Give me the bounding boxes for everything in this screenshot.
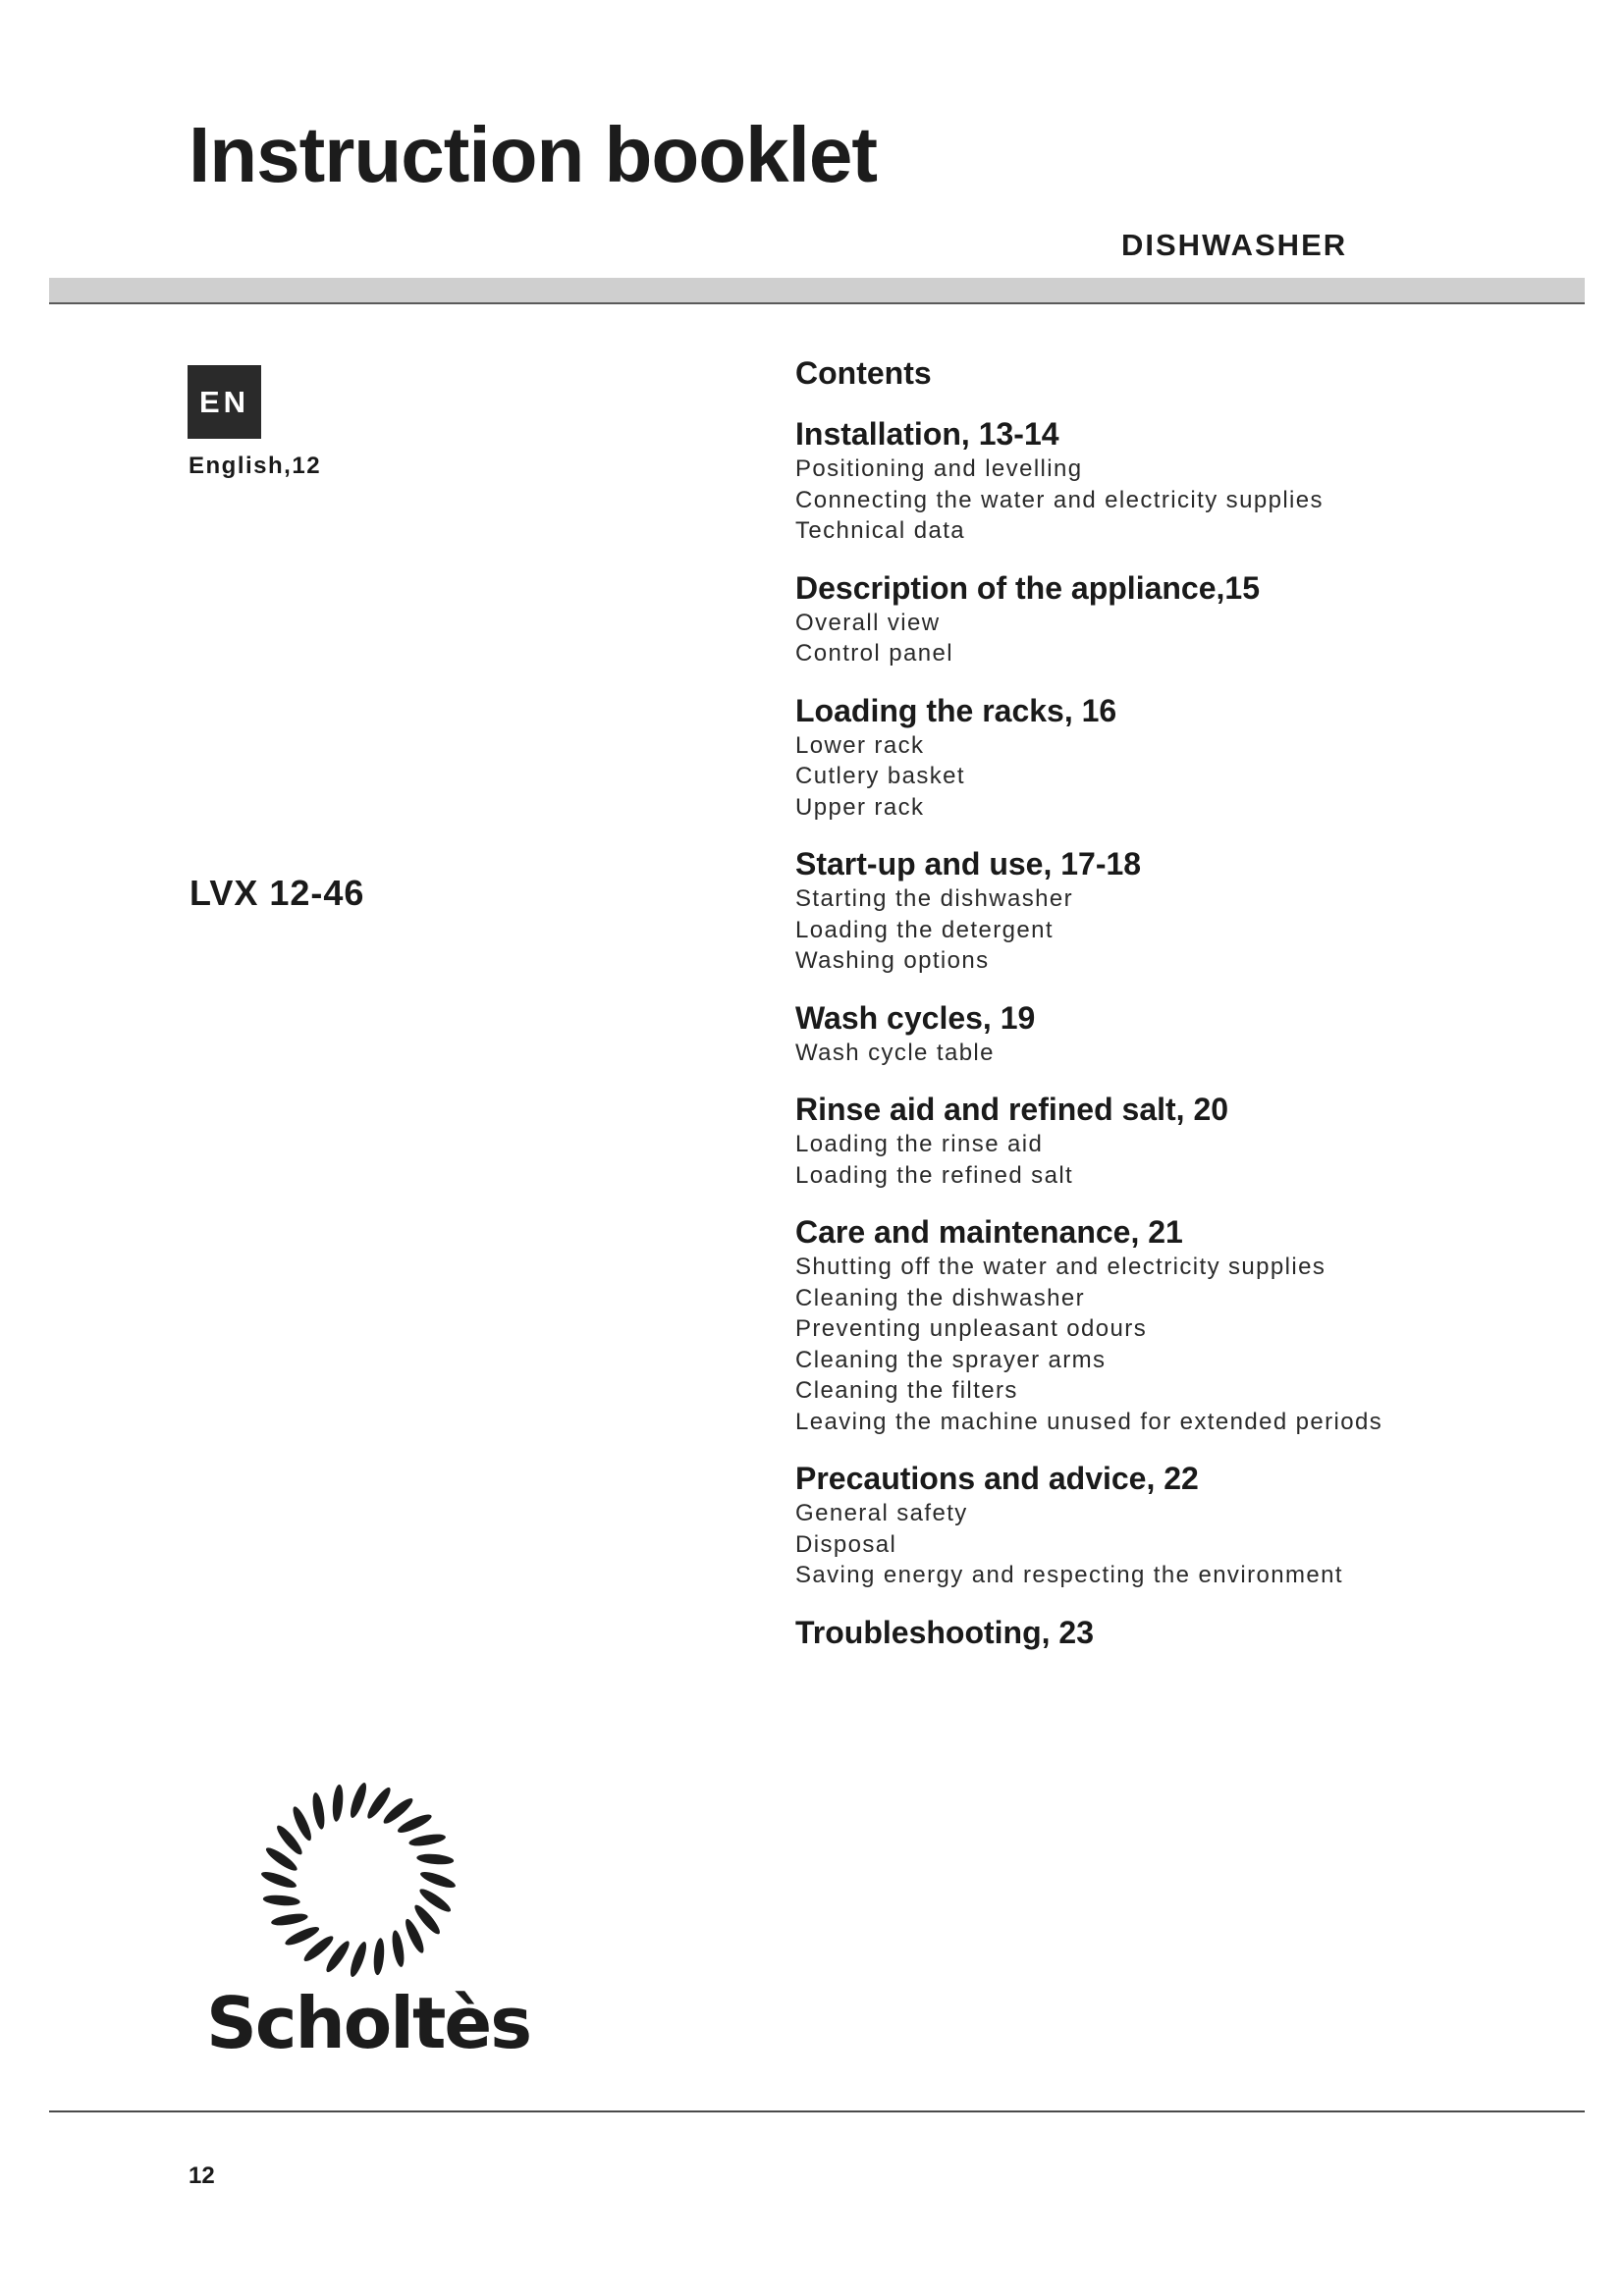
sun-ray xyxy=(416,1852,455,1865)
toc-item: Upper rack xyxy=(795,793,925,821)
toc-section xyxy=(795,1613,1502,1652)
brand-name: Scholtès xyxy=(206,1982,531,2064)
toc-item: Overall view xyxy=(795,609,941,636)
toc-section xyxy=(795,414,1502,547)
toc-section-title: Rinse aid and refined salt, 20 xyxy=(795,1092,1229,1127)
toc-section-title: Loading the racks, 16 xyxy=(795,692,1117,728)
toc-item-list xyxy=(795,608,1502,669)
toc-item-list xyxy=(795,1129,1502,1191)
toc-section xyxy=(795,691,1502,824)
toc-item: Preventing unpleasant odours xyxy=(795,1315,1148,1342)
toc-section-title: Installation, 13-14 xyxy=(795,416,1059,452)
toc-item: Leaving the machine unused for extended periods xyxy=(795,1408,1383,1435)
sun-ray xyxy=(403,1917,427,1955)
toc-section-title: Care and maintenance, 21 xyxy=(795,1214,1183,1250)
toc-section-title: Start-up and use, 17-18 xyxy=(795,846,1142,881)
language-label: English,12 xyxy=(189,453,322,479)
page-number: 12 xyxy=(189,2163,215,2189)
contents-heading: Contents xyxy=(795,355,932,391)
table-of-contents xyxy=(795,353,1502,1674)
toc-item: Wash cycle table xyxy=(795,1039,995,1066)
sun-ray xyxy=(372,1938,385,1976)
toc-item: Lower rack xyxy=(795,731,925,759)
toc-section xyxy=(795,1459,1502,1591)
sun-ray xyxy=(348,1940,369,1978)
sun-ray xyxy=(331,1784,344,1822)
sun-ray xyxy=(310,1791,326,1830)
language-badge: EN xyxy=(188,365,261,439)
toc-item-list xyxy=(795,1498,1502,1591)
toc-item: Saving energy and respecting the environment xyxy=(795,1562,1343,1588)
sun-ray xyxy=(408,1832,447,1847)
toc-section xyxy=(795,568,1502,669)
sun-ray xyxy=(270,1911,308,1927)
toc-item: Cutlery basket xyxy=(795,763,965,789)
toc-item: Loading the detergent xyxy=(795,916,1054,943)
header-band xyxy=(49,278,1585,304)
product-category: DISHWASHER xyxy=(1121,228,1348,262)
toc-section-title: Wash cycles, 19 xyxy=(795,999,1036,1036)
toc-item: General safety xyxy=(795,1500,968,1526)
toc-item: Loading the rinse aid xyxy=(795,1131,1044,1157)
toc-item: Connecting the water and electricity supplies xyxy=(795,486,1324,513)
document-title: Instruction booklet xyxy=(189,111,877,198)
toc-section-title: Troubleshooting, 23 xyxy=(795,1614,1095,1650)
toc-item: Disposal xyxy=(795,1530,897,1558)
toc-item: Loading the refined salt xyxy=(795,1161,1074,1189)
toc-item-list xyxy=(795,1252,1502,1437)
sun-ray xyxy=(390,1930,406,1968)
sun-ray xyxy=(396,1811,434,1836)
toc-item: Cleaning the dishwasher xyxy=(795,1284,1086,1311)
toc-item: Control panel xyxy=(795,640,953,667)
toc-section-title: Precautions and advice, 22 xyxy=(795,1461,1199,1496)
toc-section xyxy=(795,844,1502,977)
toc-item-list xyxy=(795,1038,1502,1069)
toc-item: Cleaning the sprayer arms xyxy=(795,1346,1107,1373)
model-number: LVX 12-46 xyxy=(189,873,365,913)
footer-divider xyxy=(49,2110,1585,2112)
toc-sections xyxy=(795,414,1502,1652)
toc-item: Positioning and levelling xyxy=(795,455,1083,482)
toc-item-list xyxy=(795,730,1502,824)
sun-ray xyxy=(283,1924,321,1949)
toc-section xyxy=(795,1090,1502,1191)
toc-item: Cleaning the filters xyxy=(795,1377,1018,1404)
brand-logo xyxy=(201,1772,531,2096)
sun-logo-icon xyxy=(241,1772,476,1988)
toc-section xyxy=(795,1212,1502,1437)
sun-ray xyxy=(262,1894,300,1906)
sun-ray xyxy=(290,1804,314,1842)
sun-ray xyxy=(259,1869,298,1891)
toc-item-list xyxy=(795,454,1502,547)
toc-item: Technical data xyxy=(795,517,966,544)
toc-item: Starting the dishwasher xyxy=(795,885,1074,912)
toc-item: Shutting off the water and electricity supplies xyxy=(795,1254,1326,1280)
toc-item-list xyxy=(795,883,1502,977)
sun-ray xyxy=(348,1781,369,1819)
sun-ray xyxy=(418,1869,457,1891)
toc-item: Washing options xyxy=(795,947,990,974)
toc-section xyxy=(795,998,1502,1069)
toc-section-title: Description of the appliance,15 xyxy=(795,569,1260,606)
